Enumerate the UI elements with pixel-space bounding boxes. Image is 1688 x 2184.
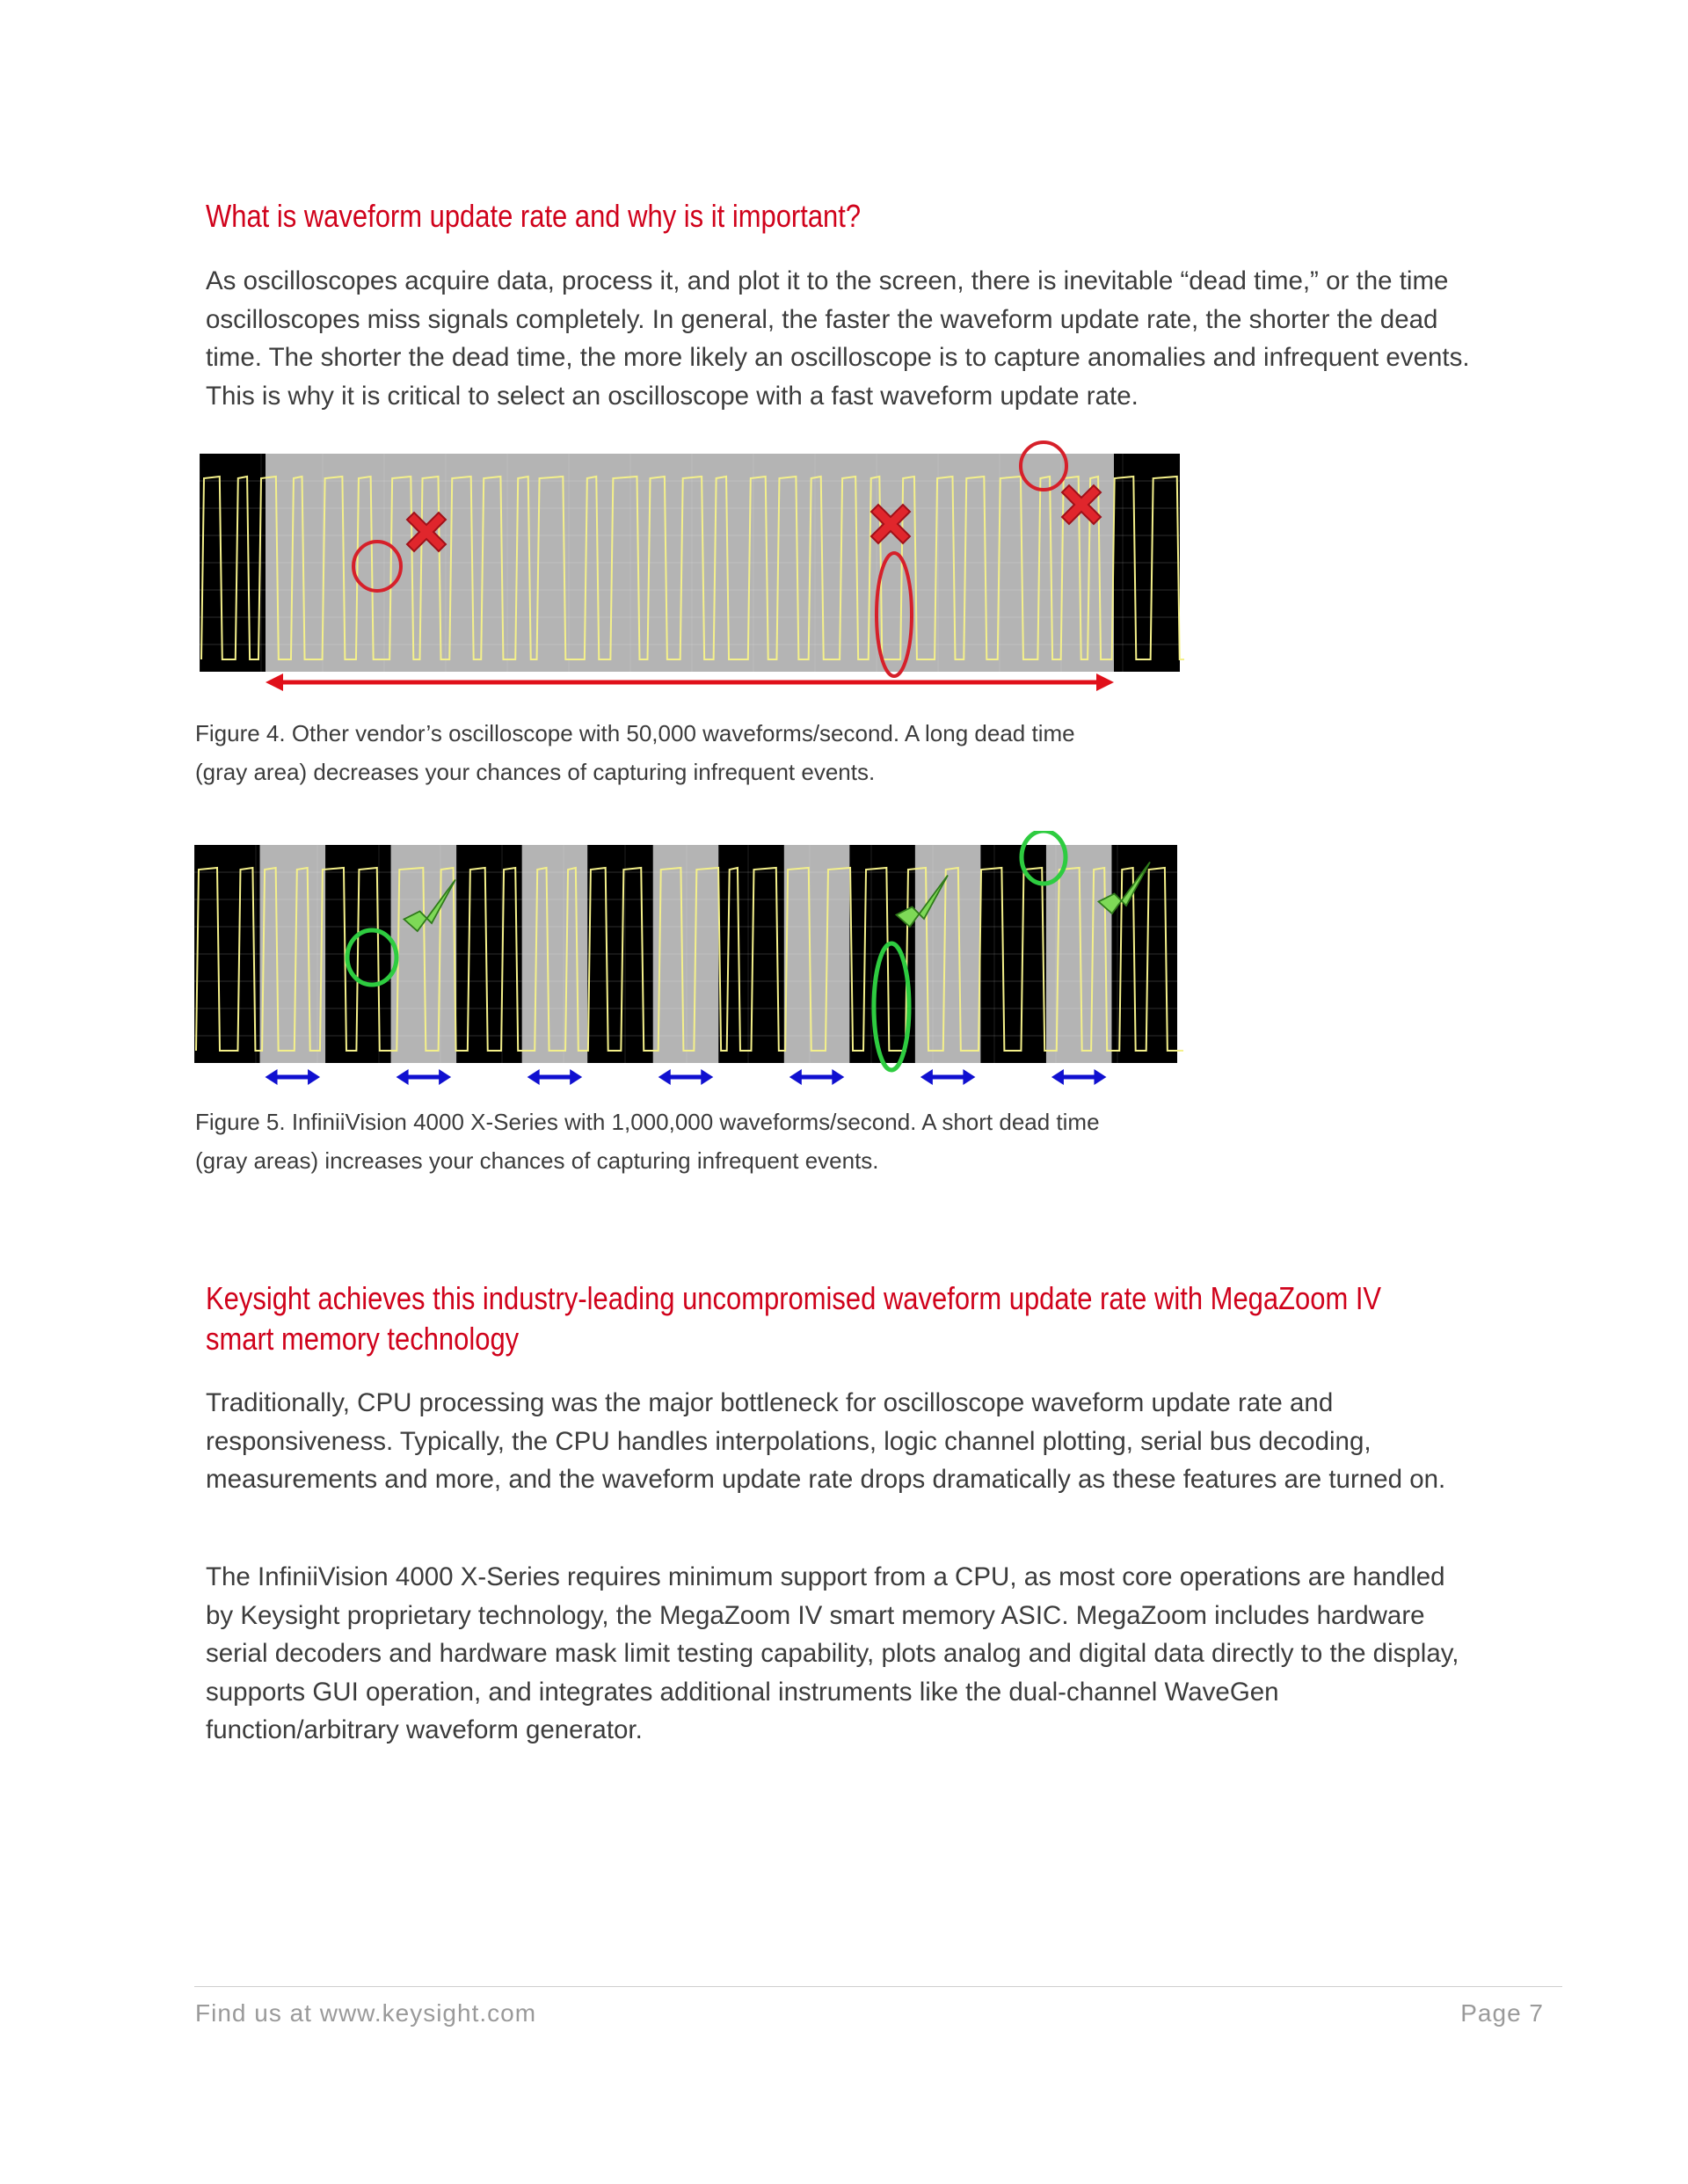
figure-4-caption: [195, 714, 1250, 791]
double-arrow-icon: [920, 1069, 976, 1085]
section-heading: What is waveform update rate and why is it important?: [206, 198, 862, 234]
paragraph-cpu: Traditionally, CPU processing was the major bottleneck for oscilloscope waveform update rate and responsiveness. Typically, the CPU handles interpolations, logic channel plotting, serial bus decoding, measurements and more, and the waveform update rate drops dramatically as these features are turned on.: [206, 1388, 1446, 1494]
double-arrow-icon: [1051, 1069, 1107, 1085]
double-arrow-icon: [397, 1069, 452, 1085]
footer-website[interactable]: Find us at www.keysight.com: [195, 1999, 537, 2027]
double-arrow-icon: [658, 1069, 714, 1085]
page-number: Page 7: [1460, 1999, 1544, 2027]
double-arrow-icon: [266, 1069, 321, 1085]
section-heading-2: [206, 1278, 1483, 1359]
footer-divider: [194, 1986, 1562, 1987]
figure-4-image: [200, 440, 1184, 695]
paragraph-megazoom: The InfiniiVision 4000 X-Series requires minimum support from a CPU, as most core operations are handled by Keysight proprietary technology, the MegaZoom IV smart memory ASIC. MegaZoom includes hardware serial decoders and hardware mask limit testing capability, plots analog and digital data directly to the display, supports GUI operation, and integrates additional instruments like the dual-channel WaveGen function/arbitrary waveform generator.: [206, 1562, 1459, 1744]
figure-5-image: [194, 831, 1183, 1090]
heading-line: Keysight achieves this industry-leading uncompromised waveform update rate with MegaZoom IV: [206, 1280, 1382, 1316]
dead-time-arrow: [266, 673, 1114, 691]
heading-line: smart memory technology: [206, 1321, 520, 1357]
caption-line: (gray areas) increases your chances of capturing infrequent events.: [195, 1147, 879, 1174]
dead-time-arrows: [266, 1069, 1107, 1085]
intro-paragraph: As oscilloscopes acquire data, process it, and plot it to the screen, there is inevitable “dead time,” or the time oscilloscopes miss signals completely. In general, the faster the waveform update rate, the shorter the dead time. The shorter the dead time, the more likely an oscilloscope is to capture anomalies and infrequent events. This is why it is critical to select an oscilloscope with a fast waveform update rate.: [206, 266, 1470, 411]
caption-line: (gray area) decreases your chances of capturing infrequent events.: [195, 759, 876, 785]
double-arrow-icon: [528, 1069, 583, 1085]
caption-line: Figure 4. Other vendor’s oscilloscope with 50,000 waveforms/second. A long dead time: [195, 720, 1075, 746]
double-arrow-icon: [789, 1069, 845, 1085]
figure-5-caption: [195, 1103, 1250, 1180]
caption-line: Figure 5. InfiniiVision 4000 X-Series with 1,000,000 waveforms/second. A short dead time: [195, 1109, 1100, 1135]
